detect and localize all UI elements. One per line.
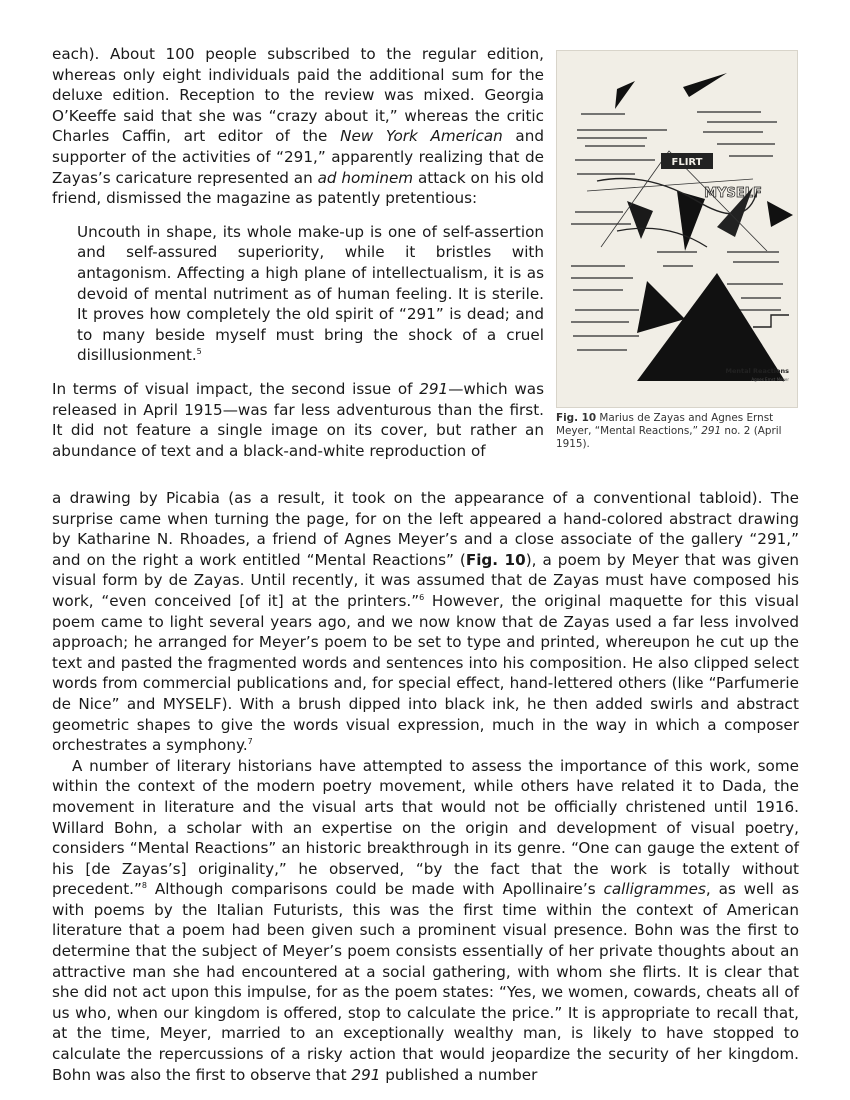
paragraph-1-italic-a: New York American xyxy=(340,127,503,146)
paragraph-1-italic-b: ad hominem xyxy=(317,168,414,187)
paragraph-4-text-d: published a number xyxy=(380,1065,538,1084)
paragraph-1-text-a: each). About 100 people subscribed to the regular edition, whereas only eight individuals paid the additional sum for the deluxe edition. Reception to the review was mixed. Georgia O’Keeffe said that she was “crazy about it,” whereas the critic Charles Caffin, art editor of the xyxy=(52,45,544,146)
block-quote xyxy=(77,222,544,366)
paragraph-3-text-c: However, the original maquette for this visual poem came to light several years ago, and we now know that de Zayas used a far less involved approach; he arranged for Meyer’s poem to be set to type and printed, whereupon he cut up the text and pasted the fragmented words and sentences into his composition. He also clipped select words from commercial publications and, for special effect, hand-lettered others (like “Parfumerie de Nice” and MYSELF). With a brush dipped into black ink, he then added swirls and abstract geometric shapes to give the words visual expression, much in the way in which a composer orchestrates a symphony. xyxy=(52,591,799,755)
paragraph-1-text-c: attack on his old friend, dismissed the magazine as patently pretentious: xyxy=(52,168,544,208)
figure-bottom-label: Mental Reactions xyxy=(725,367,789,375)
footnote-ref-6: 6 xyxy=(419,592,425,602)
figure-flirt-word: FLIRT xyxy=(671,157,703,168)
block-quote-text: Uncouth in shape, its whole make-up is one of self-assertion and self-assured superiority, while it bristles with antagonism. Affecting a high plane of intellectualism, it is as devoid of mental nutriment as of human feeling. It is sterile. It proves how completely the old spirit of “291” is dead; and to many beside myself must bring the shock of a cruel disillusionment. xyxy=(77,222,544,365)
paragraph-1-text-b: and supporter of the activities of “291,” apparently realizing that de Zayas’s caricature represented an xyxy=(52,127,544,187)
top-text-column xyxy=(52,44,544,461)
full-width-text xyxy=(52,488,799,1085)
paragraph-4-text-a: A number of literary historians have attempted to assess the importance of this work, some within the context of the modern poetry movement, while others have related it to Dada, the movement in literature and the visual arts that would not be officially christened until 1916. Willard Bohn, a scholar with an expertise on the origin and development of visual poetry, considers “Mental Reactions” an historic breakthrough in its genre. “One can gauge the extent of his [de Zayas’s] originality,” he observed, “by the fact that the work is totally without precedent.” xyxy=(52,756,799,899)
figure-small-label: Agnes Ernst Meyer xyxy=(751,377,789,382)
paragraph-4 xyxy=(52,756,799,1086)
paragraph-2 xyxy=(52,379,544,461)
figure-10-mental-reactions xyxy=(556,50,798,408)
paragraph-4-text-b: Although comparisons could be made with Apollinaire’s xyxy=(146,880,604,899)
figure-caption xyxy=(556,412,796,451)
paragraph-2-italic: 291 xyxy=(419,379,449,398)
paragraph-4-italic-a: calligrammes xyxy=(603,880,706,899)
paragraph-2-text-a: In terms of visual impact, the second issue of xyxy=(52,379,420,398)
paragraph-4-italic-b: 291 xyxy=(351,1065,381,1084)
footnote-ref-5: 5 xyxy=(196,347,202,357)
footnote-ref-8: 8 xyxy=(141,881,147,891)
paragraph-3 xyxy=(52,488,799,756)
caption-text-b: no. 2 (April 1915). xyxy=(556,425,782,450)
paragraph-3-text-b: ), a poem by Meyer that was given visual form by de Zayas. Until recently, it was assumed that de Zayas must have composed his work, “even conceived [of it] at the printers.” xyxy=(52,550,799,610)
paragraph-1 xyxy=(52,44,544,209)
paragraph-2-text-b: —which was released in April 1915—was far less adventurous than the first. It did not feature a single image on its cover, but rather an abundance of text and a black-and-white reproduction of xyxy=(52,379,544,460)
figure-reference: Fig. 10 xyxy=(465,550,526,569)
caption-label: Fig. 10 xyxy=(556,412,597,424)
caption-text-a: Marius de Zayas and Agnes Ernst Meyer, “Mental Reactions,” xyxy=(556,412,774,437)
caption-italic: 291 xyxy=(701,425,722,437)
figure-myself-word: MYSELF xyxy=(704,186,762,201)
paragraph-3-text-a: a drawing by Picabia (as a result, it took on the appearance of a conventional tabloid). The surprise came when turning the page, for on the left appeared a hand-colored abstract drawing by Katharine N. Rhoades, a friend of Agnes Meyer’s and a close associate of the gallery “291,” and on the right a work entitled “Mental Reactions” ( xyxy=(52,489,799,569)
mental-reactions-artwork xyxy=(557,51,797,407)
footnote-ref-7: 7 xyxy=(247,737,253,747)
paragraph-4-text-c: , as well as with poems by the Italian Futurists, this was the first time within the context of American literature that a poem had been given such a prominent visual presence. Bohn was the first to determine that the subject of Meyer’s poem consists essentially of her private thoughts about an attractive man she had encountered at a social gathering, with whom she flirts. It is clear that she did not act upon this impulse, for as the poem states: “Yes, we women, cowards, cheats all of us who, when our kingdom is offered, stop to calculate the price.” It is appropriate to recall that, at the time, Meyer, married to an exceptionally wealthy man, is likely to have stopped to calculate the repercussions of a risky action that would jeopardize the security of her kingdom. Bohn was also the first to observe that xyxy=(52,880,799,1084)
